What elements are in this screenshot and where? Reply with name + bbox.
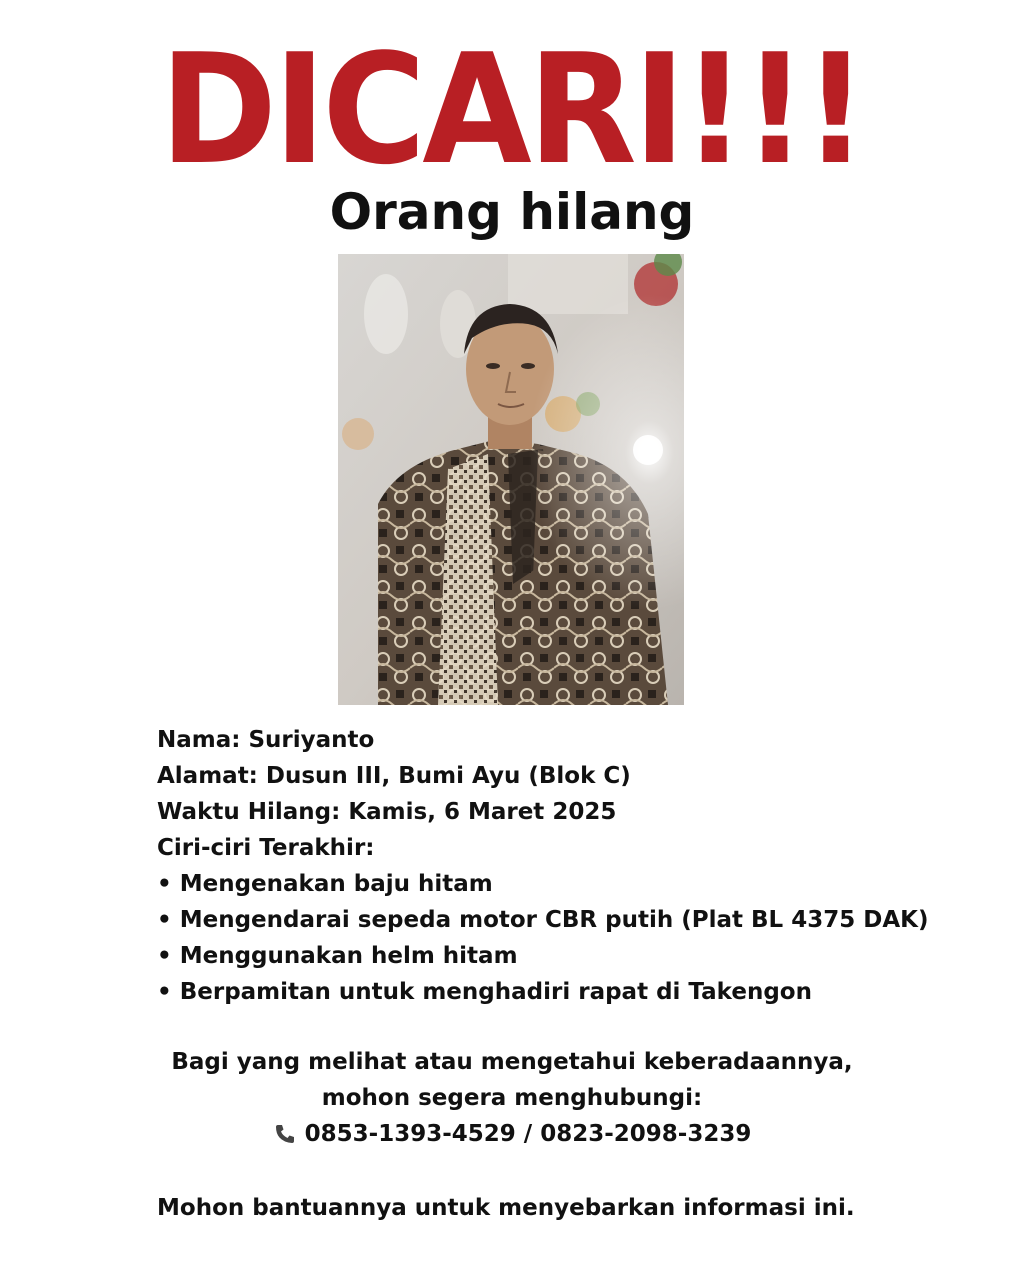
phone-icon [273,1122,297,1146]
list-item: • Menggunakan helm hitam [157,938,957,974]
person-details [157,722,957,1010]
contact-line-1: Bagi yang melihat atau mengetahui keberadaannya, [171,1049,853,1075]
contact-section [0,1044,1024,1157]
footer-note: Mohon bantuannya untuk menyebarkan informasi ini. [157,1195,855,1221]
name-line: Nama: Suriyanto [157,727,375,753]
traits-label: Ciri-ciri Terakhir: [157,835,375,861]
phone-row [273,1116,752,1152]
missing-time-line: Waktu Hilang: Kamis, 6 Maret 2025 [157,799,617,825]
list-item: • Mengendarai sepeda motor CBR putih (Plat BL 4375 DAK) [157,902,957,938]
list-item: • Mengenakan baju hitam [157,866,957,902]
list-item: • Berpamitan untuk menghadiri rapat di Takengon [157,974,957,1010]
missing-person-photo [338,254,684,705]
contact-line-2: mohon segera menghubungi: [321,1085,703,1111]
headline: DICARI!!! [159,21,865,198]
phone-numbers[interactable]: 0853-1393-4529 / 0823-2098-3239 [304,1121,752,1147]
address-line: Alamat: Dusun III, Bumi Ayu (Blok C) [157,763,631,789]
traits-list [157,866,957,1010]
subheadline: Orang hilang [329,183,695,241]
